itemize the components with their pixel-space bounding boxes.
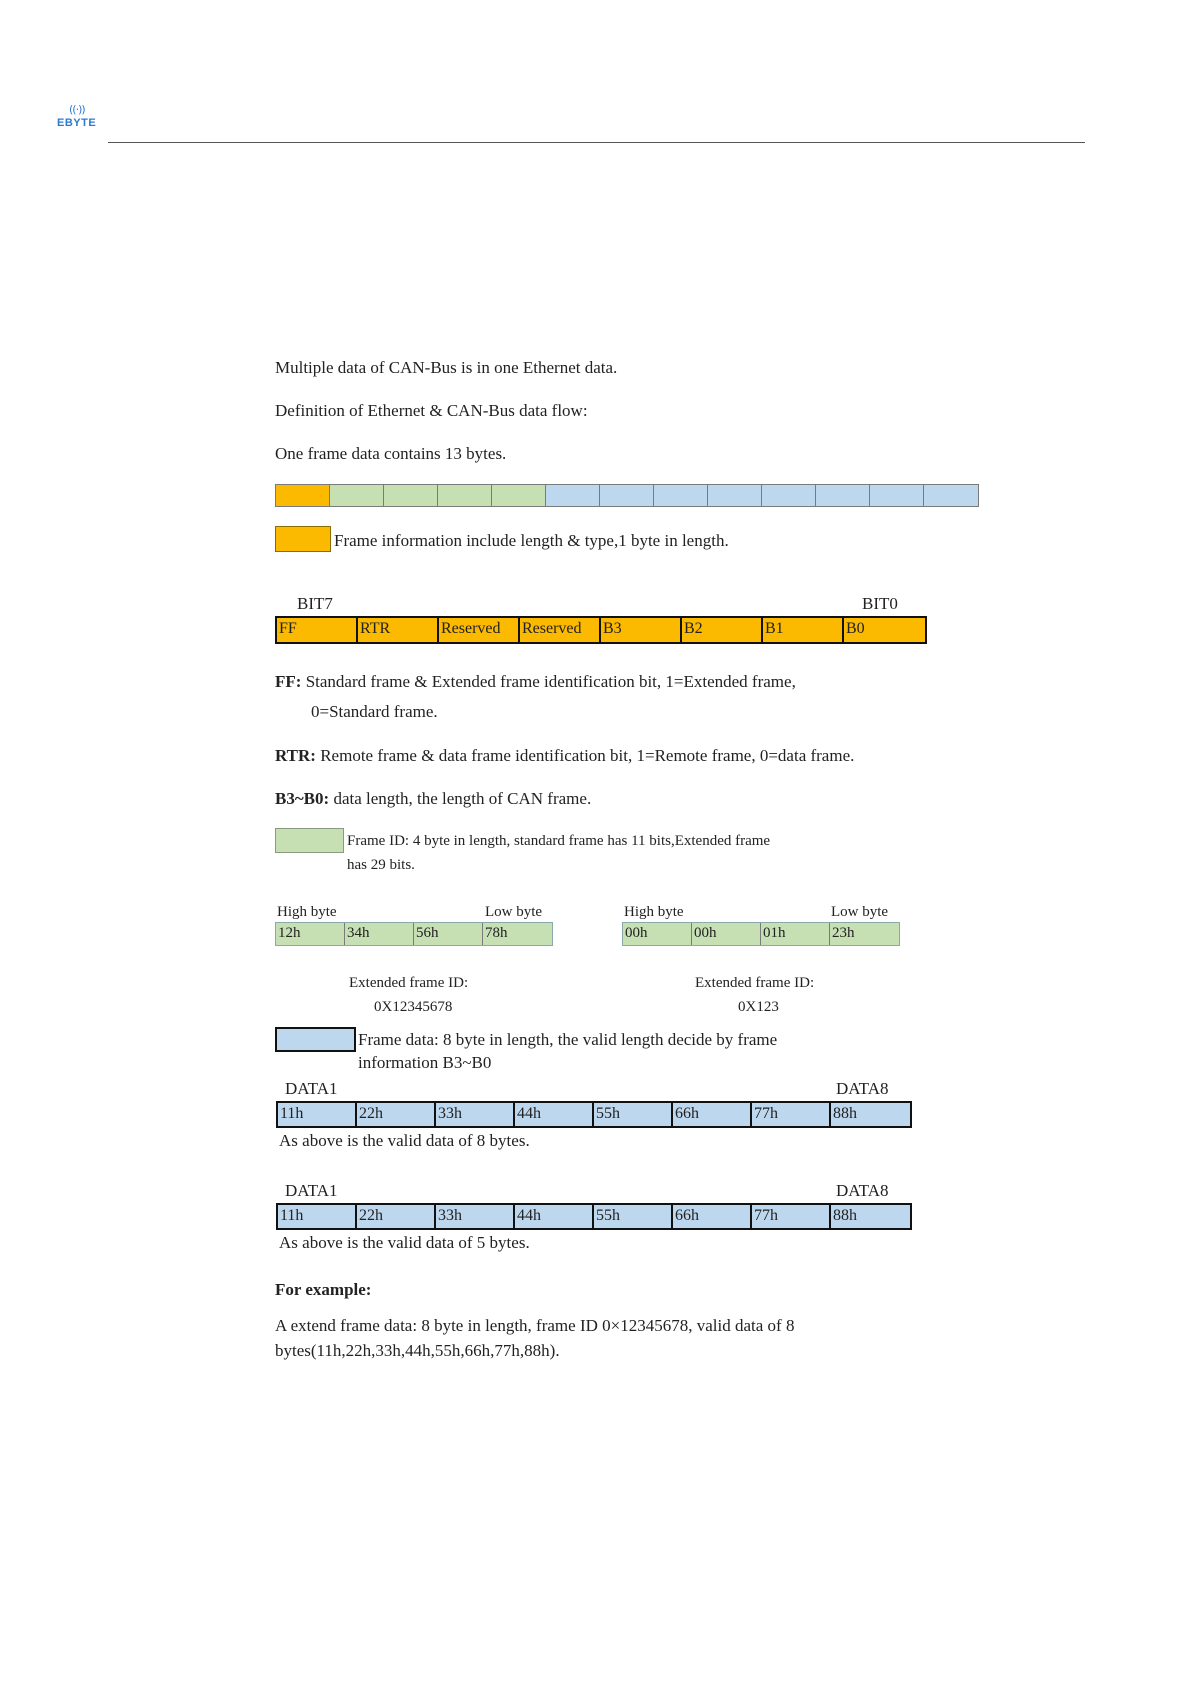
strip-cell-frame-info	[276, 485, 330, 506]
frame-id-legend-2: has 29 bits.	[347, 857, 415, 873]
logo: EBYTE	[57, 117, 97, 129]
strip-cell-frame-id	[492, 485, 546, 506]
data-cell: 22h	[357, 1205, 436, 1228]
strip-cell-frame-id	[384, 485, 438, 506]
intro-line-3: One frame data contains 13 bytes.	[275, 444, 507, 463]
bit0-label: BIT0	[862, 594, 898, 613]
ff-definition	[275, 672, 796, 692]
id-cell: 78h	[483, 923, 552, 945]
intro-line-1: Multiple data of CAN-Bus is in one Ethernet data.	[275, 358, 618, 377]
data-cell: 66h	[673, 1205, 752, 1228]
example-heading: For example:	[275, 1280, 372, 1299]
data-cell: 88h	[831, 1103, 910, 1126]
data1-bytes	[276, 1101, 912, 1128]
id-cell: 23h	[830, 923, 899, 945]
id1-bytes	[275, 922, 553, 946]
bit-cell: B0	[844, 618, 925, 642]
strip-cell-frame-data	[816, 485, 870, 506]
bit-cell: B3	[601, 618, 682, 642]
strip-cell-frame-data	[600, 485, 654, 506]
id2-low-byte-label: Low byte	[831, 904, 889, 920]
b3b0-term: B3~B0:	[275, 789, 330, 808]
data-cell: 11h	[278, 1103, 357, 1126]
frame-byte-strip	[275, 484, 979, 507]
id-cell: 00h	[692, 923, 761, 945]
data-cell: 77h	[752, 1205, 831, 1228]
data2-start-label: DATA1	[285, 1181, 338, 1200]
id-cell: 34h	[345, 923, 414, 945]
id1-low-byte-label: Low byte	[485, 904, 543, 920]
bit-cell: B1	[763, 618, 844, 642]
ff-definition-cont: 0=Standard frame.	[311, 702, 438, 721]
id-cell: 01h	[761, 923, 830, 945]
example-line-1: A extend frame data: 8 byte in length, frame ID 0×12345678, valid data of 8	[275, 1316, 795, 1335]
strip-cell-frame-data	[546, 485, 600, 506]
data-cell: 33h	[436, 1103, 515, 1126]
data-cell: 55h	[594, 1103, 673, 1126]
example-line-2: bytes(11h,22h,33h,44h,55h,66h,77h,88h).	[275, 1341, 560, 1360]
strip-cell-frame-data	[708, 485, 762, 506]
id2-bytes	[622, 922, 900, 946]
ff-term: FF:	[275, 672, 302, 691]
frame-data-legend-1: Frame data: 8 byte in length, the valid length decide by frame	[358, 1030, 778, 1049]
frame-info-legend: Frame information include length & type,1 byte in length.	[334, 531, 729, 550]
id-cell: 12h	[276, 923, 345, 945]
data-cell: 33h	[436, 1205, 515, 1228]
frame-id-swatch	[275, 828, 344, 853]
id-cell: 00h	[623, 923, 692, 945]
bit-cell: Reserved	[520, 618, 601, 642]
id2-high-byte-label: High byte	[624, 904, 684, 920]
id2-caption-1: Extended frame ID:	[695, 975, 815, 991]
data-cell: 44h	[515, 1205, 594, 1228]
bit-cell: RTR	[358, 618, 439, 642]
intro-line-2: Definition of Ethernet & CAN-Bus data flow:	[275, 401, 588, 420]
strip-cell-frame-data	[762, 485, 816, 506]
frame-data-swatch	[275, 1027, 356, 1052]
data-cell: 66h	[673, 1103, 752, 1126]
id-cell: 56h	[414, 923, 483, 945]
bit7-label: BIT7	[297, 594, 333, 613]
frame-info-bits	[275, 616, 927, 644]
data1-caption: As above is the valid data of 8 bytes.	[279, 1131, 530, 1150]
data-cell: 11h	[278, 1205, 357, 1228]
strip-cell-frame-data	[924, 485, 978, 506]
bit-cell: B2	[682, 618, 763, 642]
b3b0-definition	[275, 789, 591, 809]
b3b0-text: data length, the length of CAN frame.	[329, 789, 592, 808]
logo-signal-icon: ((·))	[69, 103, 85, 116]
rtr-text: Remote frame & data frame identification bit, 1=Remote frame, 0=data frame.	[315, 746, 855, 765]
strip-cell-frame-data	[654, 485, 708, 506]
data-cell: 88h	[831, 1205, 910, 1228]
header-divider	[108, 142, 1085, 143]
strip-cell-frame-id	[438, 485, 492, 506]
frame-info-swatch	[275, 526, 331, 552]
data-cell: 22h	[357, 1103, 436, 1126]
strip-cell-frame-id	[330, 485, 384, 506]
frame-data-legend-2: information B3~B0	[358, 1053, 492, 1072]
data2-bytes	[276, 1203, 912, 1230]
data2-end-label: DATA8	[836, 1181, 889, 1200]
ff-text: Standard frame & Extended frame identification bit, 1=Extended frame,	[301, 672, 796, 691]
data1-start-label: DATA1	[285, 1079, 338, 1098]
id2-caption-2: 0X123	[738, 999, 779, 1015]
data-cell: 77h	[752, 1103, 831, 1126]
rtr-term: RTR:	[275, 746, 316, 765]
bit-cell: Reserved	[439, 618, 520, 642]
frame-id-legend-1: Frame ID: 4 byte in length, standard frame has 11 bits,Extended frame	[347, 833, 771, 849]
bit-cell: FF	[277, 618, 358, 642]
id1-high-byte-label: High byte	[277, 904, 337, 920]
data-cell: 44h	[515, 1103, 594, 1126]
id1-caption-2: 0X12345678	[374, 999, 453, 1015]
rtr-definition	[275, 746, 854, 766]
data1-end-label: DATA8	[836, 1079, 889, 1098]
id1-caption-1: Extended frame ID:	[349, 975, 469, 991]
data-cell: 55h	[594, 1205, 673, 1228]
data2-caption: As above is the valid data of 5 bytes.	[279, 1233, 530, 1252]
strip-cell-frame-data	[870, 485, 924, 506]
